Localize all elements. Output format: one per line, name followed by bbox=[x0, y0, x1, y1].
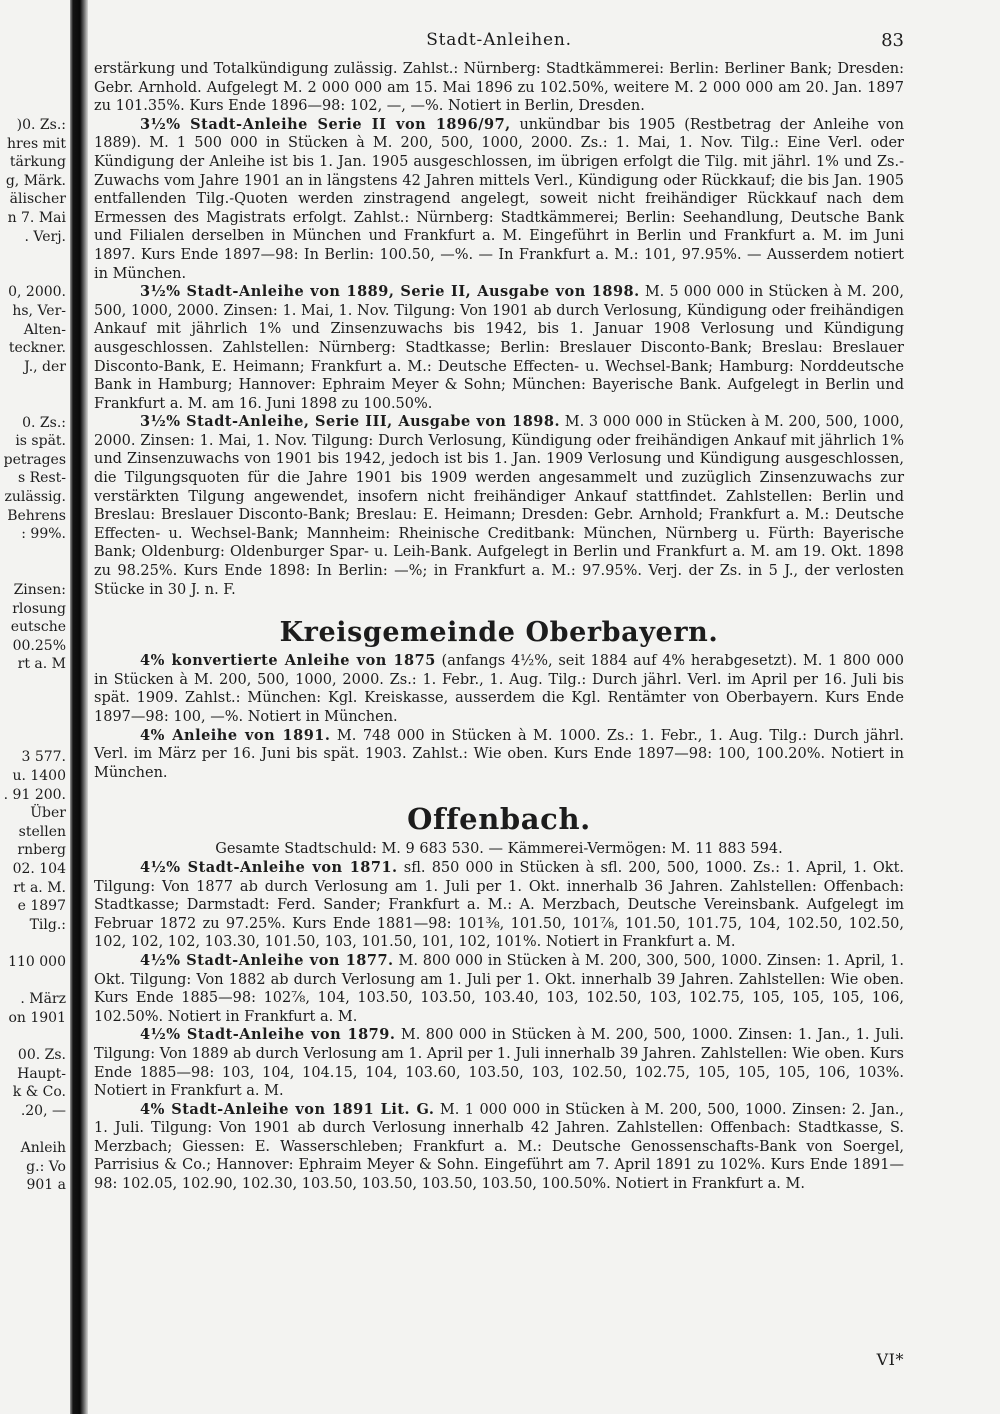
margin-fragment-line: hs, Ver- bbox=[12, 303, 66, 319]
entry-text: sfl. 850 000 in Stücken à sfl. 200, 500, 1000. Zs.: 1. April, 1. Okt. Tilgung: Von 1877 ab durch Verlosung am 1. Juli per 1. Okt. innerhalb 36 Jahren. Zahlstellen: Offenbach: Stadtkasse; Darmstadt: Ferd. Sander; Frankfurt a. M.: A. Merzbach, Deutsche Vereinsbank. Aufgelegt im Februar 1872 zu 97.25%. Kurs Ende 1881—98: 101⅜, 101.50, 101⅞, 101.50, 101.75, 104, 102.50, 102.50, 102, 102, 102, 103.30, 101.50, 103, 101.50, 101, 102, 101%. Notiert in Frankfurt a. M. bbox=[94, 859, 905, 951]
margin-fragment-line: rnberg bbox=[17, 842, 66, 859]
offenbach-summary: Gesamte Stadtschuld: M. 9 683 530. — Kämmerei-Vermögen: M. 11 883 594. bbox=[215, 841, 783, 858]
margin-fragment-line: rt a. M. bbox=[13, 879, 66, 896]
margin-fragment-line: 02. 104 bbox=[12, 861, 66, 877]
margin-fragment-line: J., der bbox=[24, 358, 66, 375]
margin-fragment-line: g.: Vo bbox=[26, 1158, 66, 1175]
entry-paragraph bbox=[94, 283, 904, 413]
entry-paragraph bbox=[94, 859, 904, 952]
margin-fragment-line: hres mit bbox=[6, 135, 66, 152]
entry-text: M. 800 000 in Stücken à M. 200, 500, 1000. Zinsen: 1. Jan., 1. Juli. Tilgung: Von 1889 ab durch Verlosung am 1. April per 1. Juli innerhalb 39 Jahren. Zahlstellen: Wie oben. Kurs Ende 1885—98: 103, 104, 104.15, 104, 103.60, 103.50, 103, 102.50, 102.75, 105, 105, 105, 106, 103%. Notiert in Frankfurt a. M. bbox=[94, 1027, 905, 1100]
entry-text: unkündbar bis 1905 (Restbetrag der Anleihe von 1889). M. 1 500 000 in Stücken à M. 200, 500, 1000, 2000. Zs.: 1. Mai, 1. Nov. Tilg.: Eine Verl. oder Kündigung der Anleihe ist bis 1. Jan. 1905 ausgeschlossen, im übrigen erfolgt die Tilg. mit jährl. 1% und Zs.-Zuwachs vom Jahre 1901 an in längstens 42 Jahren mittels Verl., Kündigung oder Rückkauf; die bis Jan. 1905 entfallenden Tilg.-Quoten werden zinstragend angelegt, soweit nicht freihändiger Rückkauf nach dem Ermessen des Magistrats erfolgt. Zahlst.: Nürnberg: Stadtkämmerei; Berlin: Seehandlung, Deutsche Bank und Filialen derselben in München und Frankfurt a. M. Eingeführt in Berlin und Frankfurt a. M. im Juni 1897. Kurs Ende 1897—98: In Berlin: 100.50, —%. — In Frankfurt a. M.: 101, 97.95%. — Ausserdem notiert in München. bbox=[94, 116, 904, 282]
entry-paragraph bbox=[94, 116, 904, 283]
entry-heading: 4½% Stadt-Anleihe von 1871. bbox=[140, 858, 398, 876]
entry-paragraph bbox=[94, 952, 904, 1026]
margin-fragment-line: 00. Zs. bbox=[17, 1047, 66, 1063]
entry-paragraph bbox=[94, 652, 904, 726]
margin-fragment-line: . Verj. bbox=[24, 228, 66, 245]
entry-text: M. 1 000 000 in Stücken à M. 200, 500, 1000. Zinsen: 2. Jan., 1. Juli. Tilgung: Von 1901 ab durch Verlosung innerhalb 42 Jahren. Zahlstellen: Offenbach: Stadtkasse, S. Merzbach; Giessen: E. Wasserschleben; Frankfurt a. M.: Deutsche Genossenschafts-Bank von Soergel, Parrisius & Co.; Hannover: Ephraim Meyer & Sohn. Eingeführt am 7. April 1891 zu 102%. Kurs Ende 1891—98: 102.05, 102.90, 102.30, 103.50, 103.50, 103.50, 103.50, 100.50%. Notiert in Frankfurt a. M. bbox=[94, 1101, 904, 1193]
entry-heading: 4% konvertierte Anleihe von 1875 bbox=[140, 652, 436, 670]
running-title: Stadt-Anleihen. bbox=[426, 30, 572, 50]
margin-fragment-line: k & Co. bbox=[12, 1084, 66, 1101]
margin-fragment-line: Haupt- bbox=[17, 1065, 66, 1082]
entry-paragraph bbox=[94, 60, 904, 116]
book-gutter bbox=[70, 0, 88, 1414]
entry-paragraph bbox=[94, 727, 904, 783]
margin-fragment-line: 3 577. bbox=[21, 749, 66, 766]
margin-fragment-line: .20, — bbox=[20, 1102, 66, 1119]
margin-fragment-line: 0, 2000. bbox=[8, 284, 66, 301]
entry-heading: 4% Stadt-Anleihe von 1891 Lit. G. bbox=[140, 1100, 435, 1118]
margin-fragment-line: is spät. bbox=[15, 433, 66, 450]
entry-text: M. 3 000 000 in Stücken à M. 200, 500, 1000, 2000. Zinsen: 1. Mai, 1. Nov. Tilgung: Durch Verlosung, Kündigung oder freihändigen Ankauf mit jährlich 1% und Zinsenzuwachs von 1901 bis 1942, jedoch ist bis 1. Jan. 1909 Verlosung und Kündigung ausgeschlossen, die Tilgungsquoten für die Jahre 1901 bis 1909 werden angesammelt und zuzüglich Zinsenzuwachs zur verstärkten Tilgung angewendet, insofern nicht freihändiger Ankauf stattfindet. Zahlstellen: Berlin und Breslau: Breslauer Disconto-Bank; Breslau: E. Heimann; Dresden: Gebr. Arnhold; Frankfurt a. M.: Deutsche Effecten- u. Wechsel-Bank; Mannheim: Rheinische Creditbank: München, Nürnberg u. Fürth: Bayerische Bank; Oldenburg: Oldenburger Spar- u. Leih-Bank. Aufgelegt in Berlin und Frankfurt a. M. am 19. Okt. 1898 zu 98.25%. Kurs Ende 1898: In Berlin: —%; in Frankfurt a. M.: 97.95%. Verj. der Zs. in 5 J., der verlosten Stücke in 30 J. n. F. bbox=[94, 414, 904, 598]
margin-fragment-line: : 99%. bbox=[21, 526, 66, 543]
margin-fragment-line: e 1897 bbox=[17, 898, 66, 915]
margin-fragment-line: eutsche bbox=[10, 619, 66, 636]
margin-fragment-line: Über bbox=[30, 805, 66, 822]
margin-fragment-line: g, Märk. bbox=[5, 172, 66, 189]
margin-fragment-line: . März bbox=[20, 991, 66, 1008]
entry-heading: 3½% Stadt-Anleihe, Serie III, Ausgabe von 1898. bbox=[140, 413, 561, 431]
page-header bbox=[94, 30, 904, 60]
entry-heading: 3½% Stadt-Anleihe von 1889, Serie II, Ausgabe von 1898. bbox=[140, 283, 640, 301]
margin-fragment-line: s Rest- bbox=[17, 470, 66, 487]
margin-fragment-line: zulässig. bbox=[4, 489, 66, 505]
margin-fragment-line: 00.25% bbox=[12, 637, 66, 654]
entry-heading: 3½% Stadt-Anleihe Serie II von 1896/97, bbox=[140, 115, 511, 133]
entry-text: (anfangs 4½%, seit 1884 auf 4% herabgesetzt). M. 1 800 000 in Stücken à M. 200, 500, 1000, 2000. Zs.: 1. Febr., 1. Aug. Tilg.: Durch jährl. Verl. im April per 16. Juli bis spät. 1909. Zahlst.: München: Kgl. Kreiskasse, ausserdem die Kgl. Rentämter von Oberbayern. Kurs Ende 1897—98: 100, —%. Notiert in München. bbox=[94, 653, 905, 725]
entry-paragraph bbox=[94, 413, 904, 599]
section-title-prefix: Kreisgemeinde bbox=[279, 617, 526, 649]
margin-fragment-line: u. 1400 bbox=[12, 768, 66, 784]
entry-paragraph bbox=[94, 1101, 904, 1194]
margin-fragment-line: )0. Zs.: bbox=[16, 117, 66, 133]
entry-text: M. 5 000 000 in Stücken à M. 200, 500, 1000, 2000. Zinsen: 1. Mai, 1. Nov. Tilgung: Von 1901 ab durch Verlosung, Kündigung oder freihändigen Ankauf mit jährlich 1% und Zinsenzuwachs bis 1942, bis 1. Januar 1908 Verlosung und Kündigung ausgeschlossen. Zahlstellen: Nürnberg: Stadtkasse; Berlin: Breslauer Disconto-Bank; Breslau: Breslauer Disconto-Bank, E. Heimann; Frankfurt a. M.: Deutsche Effecten- u. Wechsel-Bank; Hamburg: Norddeutsche Bank in Hamburg; Hannover: Ephraim Meyer & Sohn; München: Bayerische Bank. Aufgelegt in Berlin und Frankfurt a. M. am 16. Juni 1898 zu 100.50%. bbox=[94, 284, 904, 412]
margin-fragment-line: rlosung bbox=[12, 600, 66, 617]
margin-fragment-line: 110 000 bbox=[8, 954, 66, 970]
oberbayern-entries bbox=[94, 652, 904, 782]
section-title-oberbayern bbox=[94, 617, 904, 648]
margin-fragment-line: Alten- bbox=[23, 321, 66, 338]
entry-text: M. 800 000 in Stücken à M. 200, 300, 500, 1000. Zinsen: 1. April, 1. Okt. Tilgung: Von 1882 ab durch Verlosung am 1. Juli per 1. Okt. innerhalb 39 Jahren. Zahlstellen: Wie oben. Kurs Ende 1885—98: 102⅞, 104, 103.50, 103.50, 103.40, 103, 102.50, 103, 102.75, 105, 105, 105, 106, 102.50%. Notiert in Frankfurt a. M. bbox=[94, 952, 905, 1025]
margin-fragment-line: älischer bbox=[9, 191, 66, 208]
page bbox=[94, 30, 904, 1194]
entry-text: erstärkung und Totalkündigung zulässig. Zahlst.: Nürnberg: Stadtkämmerei: Berlin: Berliner Bank; Dresden: Gebr. Arnhold. Aufgelegt M. 2 000 000 am 15. Mai 1896 zu 102.50%, weitere M. 2 000 000 am 20. Jan. 1897 zu 101.35%. Kurs Ende 1896—98: 102, —, —%. Notiert in Berlin, Dresden. bbox=[94, 61, 904, 115]
margin-fragment-line: rt a. M bbox=[17, 656, 66, 673]
adjacent-page-fragment bbox=[0, 0, 68, 1414]
page-number: 83 bbox=[881, 30, 904, 51]
entry-text: M. 748 000 in Stücken à M. 1000. Zs.: 1. Febr., 1. Aug. Tilg.: Durch jährl. Verl. im März per 16. Juni bis spät. 1903. Zahlst.: Wie oben. Kurs Ende 1897—98: 100, 100.20%. Notiert in München. bbox=[94, 727, 905, 781]
margin-fragment-line: stellen bbox=[18, 823, 66, 840]
entry-heading: 4½% Stadt-Anleihe von 1877. bbox=[140, 951, 394, 969]
offenbach-entries bbox=[94, 859, 904, 1194]
signature-mark: VI* bbox=[876, 1350, 904, 1369]
section-title-offenbach: Offenbach. bbox=[407, 802, 591, 837]
entry-heading: 4% Anleihe von 1891. bbox=[140, 726, 331, 744]
margin-fragment-line: Tilg.: bbox=[29, 916, 66, 933]
margin-fragment-line: Zinsen: bbox=[13, 582, 66, 598]
margin-fragment-line: 901 a bbox=[26, 1177, 66, 1194]
margin-fragment-line: on 1901 bbox=[8, 1009, 66, 1026]
section-title-bold: Oberbayern. bbox=[525, 617, 719, 649]
stadt-anleihen-entries bbox=[94, 60, 904, 599]
margin-fragment-line: Anleih bbox=[20, 1140, 66, 1156]
margin-fragment-line: 0. Zs.: bbox=[22, 414, 66, 431]
margin-fragment-line: tärkung bbox=[9, 154, 66, 171]
margin-fragment-line: . 91 200. bbox=[3, 786, 66, 803]
margin-fragment-line: n 7. Mai bbox=[7, 210, 66, 226]
entry-paragraph bbox=[94, 1026, 904, 1100]
margin-fragment-line: Behrens bbox=[7, 507, 66, 524]
margin-fragment-line: teckner. bbox=[8, 340, 66, 357]
entry-heading: 4½% Stadt-Anleihe von 1879. bbox=[140, 1026, 396, 1044]
margin-fragment-line: petrages bbox=[3, 451, 66, 468]
